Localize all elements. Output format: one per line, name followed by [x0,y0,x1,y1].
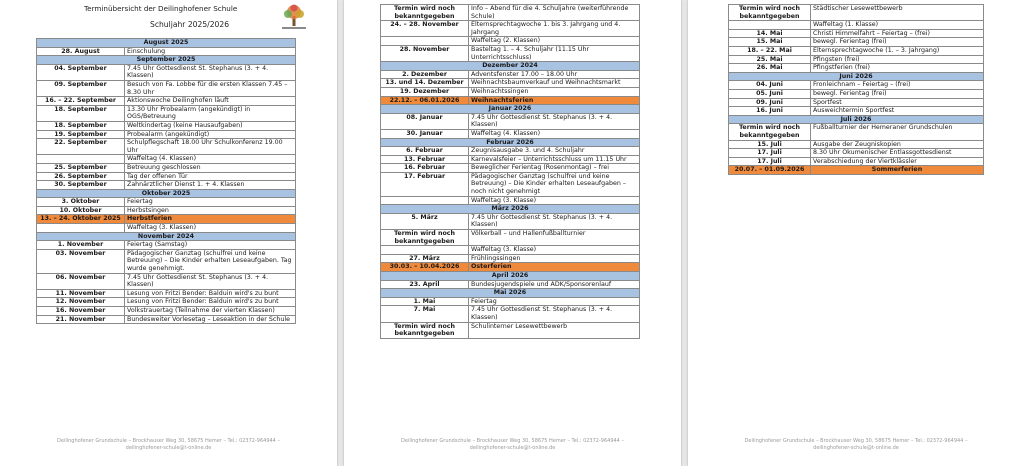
event-description: 7.45 Uhr Gottesdienst St. Stephanus (3. + 4. Klassen) [125,64,296,80]
footer-address: Deilinghofener Grundschule – Brockhauser Weg 30, 58675 Hemer – Tel.: 02372-964944 – [744,438,968,444]
event-description: Karnevalsfeier – Unterrichtsschluss um 11.15 Uhr [469,155,640,164]
event-description: Basteltag 1. – 4. Schuljahr (11.15 Uhr Unterrichtsschluss) [469,45,640,61]
event-date [37,224,125,233]
event-row [37,121,296,130]
event-date: 6. Februar [381,147,469,156]
event-description: Beweglicher Ferientag (Rosenmontag) – frei [469,164,640,173]
event-date: Termin wird noch bekanntgegeben [729,5,811,21]
event-row [729,107,984,116]
event-date: 30. September [37,181,125,190]
event-row [381,87,640,96]
event-description: Zahnärztlicher Dienst 1. + 4. Klassen [125,181,296,190]
event-date [729,21,811,30]
event-date: 16. – 22. September [37,97,125,106]
month-label: Juni 2026 [729,72,984,81]
event-date: 10. Oktober [37,206,125,215]
event-date: 25. September [37,163,125,172]
event-row [37,273,296,289]
event-row [729,64,984,73]
event-date [37,155,125,164]
event-row [381,254,640,263]
event-description: Frühlingssingen [469,254,640,263]
event-date: 11. November [37,289,125,298]
event-date [381,37,469,46]
page-footer [0,438,337,452]
event-row [381,172,640,196]
event-row [381,113,640,129]
event-description: 7.45 Uhr Gottesdienst St. Stephanus (3. + 4. Klassen) [125,273,296,289]
event-description: 13.30 Uhr Probealarm (angekündigt) in OGS/Betreuung [125,105,296,121]
event-description: Verabschiedung der Viertklässler [811,157,984,166]
month-header-row [37,189,296,198]
event-date: 26. Mai [729,64,811,73]
page-footer [344,438,681,452]
event-description: bewegl. Ferientag (frei) [811,89,984,98]
document-subtitle: Schuljahr 2025/2026 [150,20,230,29]
event-date: 14. Mai [729,29,811,38]
document-title: Terminübersicht der Deilinghofener Schule [84,4,238,13]
event-date: 17. Februar [381,172,469,196]
event-description: Weltkindertag (keine Hausaufgaben) [125,121,296,130]
event-row [381,164,640,173]
event-date: 17. Juli [729,149,811,158]
event-description: Feiertag (Samstag) [125,241,296,250]
event-date: 15. Mai [729,38,811,47]
event-date: Termin wird noch bekanntgegeben [729,124,811,140]
event-description: Info – Abend für die 4. Schuljahre (weiterführende Schule) [469,5,640,21]
event-row [729,5,984,21]
event-row [37,163,296,172]
event-row [37,172,296,181]
event-row [37,155,296,164]
page-3 [688,0,1024,466]
event-description: Herbstsingen [125,206,296,215]
event-date: 18. September [37,121,125,130]
event-description: Feiertag [125,198,296,207]
event-row [37,298,296,307]
event-description: Bundesweiter Vorlesetag – Leseaktion in der Schule [125,315,296,324]
event-date [381,246,469,255]
event-date: Termin wird noch bekanntgegeben [381,5,469,21]
event-row [37,307,296,316]
event-row [37,47,296,56]
event-description: Elternsprechtagwoche (1. – 3. Jahrgang) [811,46,984,55]
event-row [729,38,984,47]
month-header-row [381,205,640,214]
month-header-row [729,72,984,81]
event-date: 13. Februar [381,155,469,164]
event-description: Sportfest [811,98,984,107]
event-row [729,157,984,166]
event-description: Adventsfenster 17.00 – 18.00 Uhr [469,70,640,79]
event-description: Pfingsten (frei) [811,55,984,64]
event-description: Sommerferien [811,166,984,175]
month-label: April 2026 [381,272,640,281]
footer-address: Deilinghofener Grundschule – Brockhauser Weg 30, 58675 Hemer – Tel.: 02372-964944 – [57,438,280,444]
event-description: Bundesjugendspiele und ADK/Sponsorenlauf [469,280,640,289]
holiday-row [37,215,296,224]
event-row [381,79,640,88]
schedule-table-page-2 [380,4,640,339]
event-row [37,315,296,324]
event-date: 30.03. – 10.04.2026 [381,263,469,272]
footer-email: deilinghofener-schule@t-online.de [125,445,212,451]
event-date: 21. November [37,315,125,324]
event-date: 20.07. – 01.09.2026 [729,166,811,175]
event-description: Zeugnisausgabe 3. und 4. Schuljahr [469,147,640,156]
event-date: 5. März [381,213,469,229]
event-description: Weihnachtsbaumverkauf und Weihnachtsmarkt [469,79,640,88]
event-date: 7. Mai [381,306,469,322]
event-row [37,181,296,190]
event-date: 12. November [37,298,125,307]
event-description: Schulpflegschaft 18.00 Uhr Schulkonferenz 19.00 Uhr [125,139,296,155]
event-date: 30. Januar [381,129,469,138]
event-date: 2. Dezember [381,70,469,79]
event-row [37,198,296,207]
month-label: August 2025 [37,39,296,48]
event-date: 09. Juni [729,98,811,107]
page-2 [344,0,681,466]
month-header-row [381,289,640,298]
event-date: Termin wird noch bekanntgegeben [381,322,469,338]
event-date [381,196,469,205]
event-row [381,280,640,289]
event-date: 3. Oktober [37,198,125,207]
event-description: Christi Himmelfahrt – Feiertag – (frei) [811,29,984,38]
event-description: Weihnachtssingen [469,87,640,96]
event-description: Waffeltag (2. Klassen) [469,37,640,46]
event-date: 13. – 24. Oktober 2025 [37,215,125,224]
holiday-row [381,263,640,272]
month-header-row [729,115,984,124]
event-date: 08. Januar [381,113,469,129]
event-row [37,139,296,155]
month-header-row [37,232,296,241]
event-description: Elternsprechtagwoche 1. bis 3. Jahrgang und 4. Jahrgang [469,21,640,37]
event-row [729,149,984,158]
event-date: 1. November [37,241,125,250]
event-date: 16. November [37,307,125,316]
month-header-row [381,138,640,147]
holiday-row [729,166,984,175]
event-row [381,306,640,322]
holiday-row [381,96,640,105]
event-description: Fußballturnier der Hemeraner Grundschulen [811,124,984,140]
event-row [381,70,640,79]
event-row [729,124,984,140]
event-row [381,322,640,338]
month-header-row [381,272,640,281]
event-description: 7.45 Uhr Gottesdienst St. Stephanus (3. + 4. Klassen) [469,306,640,322]
event-date: 19. September [37,130,125,139]
event-description: 8.30 Uhr Ökumenischer Entlassgottesdienst [811,149,984,158]
event-date: 13. und 14. Dezember [381,79,469,88]
event-description: Städtischer Lesewettbewerb [811,5,984,21]
footer-email: deilinghofener-schule@t-online.de [469,445,556,451]
event-row [37,80,296,96]
event-description: Pfingstferien (frei) [811,64,984,73]
event-row [37,130,296,139]
event-description: Schulinterner Lesewettbewerb [469,322,640,338]
event-description: Weihnachtsferien [469,96,640,105]
event-row [381,246,640,255]
month-label: Januar 2026 [381,105,640,114]
event-row [37,105,296,121]
month-label: März 2026 [381,205,640,214]
month-header-row [37,39,296,48]
event-date: 09. September [37,80,125,96]
event-row [729,46,984,55]
event-description: Volkstrauertag (Teilnahme der vierten Klassen) [125,307,296,316]
event-row [381,297,640,306]
event-date: 03. November [37,249,125,273]
event-row [381,196,640,205]
event-row [37,289,296,298]
page-1 [0,0,337,466]
event-row [729,55,984,64]
event-description: Lesung von Fritzi Bender: Balduin wird's zu bunt [125,289,296,298]
event-description: Pädagogischer Ganztag (schulfrei und keine Betreuung) – Die Kinder erhalten Leseaufgaben. Tag wurde genehmigt. [125,249,296,273]
event-date: 19. Dezember [381,87,469,96]
school-logo-tree-icon [276,2,312,32]
event-description: Pädagogischer Ganztag (schulfrei und keine Betreuung) – Die Kinder erhalten Leseaufgaben – noch nicht genehmigt [469,172,640,196]
event-row [37,206,296,215]
event-row [37,64,296,80]
event-date: 17. Juli [729,157,811,166]
event-description: Waffeltag (4. Klassen) [469,129,640,138]
schedule-table-page-3 [728,4,984,175]
event-row [381,21,640,37]
event-date: 28. August [37,47,125,56]
event-row [381,5,640,21]
event-row [729,29,984,38]
event-row [381,230,640,246]
event-description: Ausgabe der Zeugniskopien [811,140,984,149]
event-description: Waffeltag (1. Klasse) [811,21,984,30]
event-date: 16. Juni [729,107,811,116]
event-description: Feiertag [469,297,640,306]
event-date: 18. – 22. Mai [729,46,811,55]
event-row [37,97,296,106]
page-footer [688,438,1024,452]
event-date: 1. Mai [381,297,469,306]
event-row [381,147,640,156]
event-date: Termin wird noch bekanntgegeben [381,230,469,246]
event-row [729,140,984,149]
event-description: Tag der offenen Tür [125,172,296,181]
event-date: 24. – 28. November [381,21,469,37]
event-date: 16. Februar [381,164,469,173]
event-date: 22. September [37,139,125,155]
event-date: 04. Juni [729,81,811,90]
event-description: Osterferien [469,263,640,272]
month-label: Juli 2026 [729,115,984,124]
event-date: 27. März [381,254,469,263]
event-description: Besuch von Fa. Lobbe für die ersten Klassen 7.45 – 8.30 Uhr [125,80,296,96]
schedule-table-page-1 [36,38,296,324]
event-date: 18. September [37,105,125,121]
event-date: 05. Juni [729,89,811,98]
month-header-row [381,62,640,71]
event-description: Herbstferien [125,215,296,224]
event-date: 04. September [37,64,125,80]
event-row [37,249,296,273]
month-header-row [381,105,640,114]
event-description: Waffeltag (4. Klassen) [125,155,296,164]
event-description: Lesung von Fritzi Bender: Balduin wird's zu bunt [125,298,296,307]
event-row [37,241,296,250]
event-description: Ausweichtermin Sportfest [811,107,984,116]
month-label: Februar 2026 [381,138,640,147]
event-date: 23. April [381,280,469,289]
event-row [381,45,640,61]
event-description: bewegl. Ferientag (frei) [811,38,984,47]
event-description: Aktionswoche Deilinghofen läuft [125,97,296,106]
month-header-row [37,56,296,65]
event-description: 7.45 Uhr Gottesdienst St. Stephanus (3. + 4. Klassen) [469,113,640,129]
event-description: Völkerball – und Hallenfußballturnier [469,230,640,246]
month-label: Dezember 2024 [381,62,640,71]
event-description: Betreuung geschlossen [125,163,296,172]
event-row [381,213,640,229]
footer-email: deilinghofener-schule@t-online.de [813,445,899,451]
event-row [381,129,640,138]
event-date: 06. November [37,273,125,289]
event-description: Waffeltag (3. Klassen) [125,224,296,233]
event-date: 28. November [381,45,469,61]
month-label: September 2025 [37,56,296,65]
event-row [381,155,640,164]
footer-address: Deilinghofener Grundschule – Brockhauser Weg 30, 58675 Hemer – Tel.: 02372-964944 – [401,438,624,444]
month-label: Mai 2026 [381,289,640,298]
event-description: 7.45 Uhr Gottesdienst St. Stephanus (3. + 4. Klassen) [469,213,640,229]
event-row [729,81,984,90]
event-row [729,89,984,98]
event-date: 26. September [37,172,125,181]
event-row [381,37,640,46]
event-description: Waffeltag (3. Klasse) [469,196,640,205]
event-row [37,224,296,233]
event-date: 22.12. – 06.01.2026 [381,96,469,105]
event-description: Fronleichnam – Feiertag – (frei) [811,81,984,90]
event-description: Probealarm (angekündigt) [125,130,296,139]
month-label: Oktober 2025 [37,189,296,198]
event-row [729,98,984,107]
event-description: Einschulung [125,47,296,56]
event-description: Waffeltag (3. Klasse) [469,246,640,255]
event-date: 25. Mai [729,55,811,64]
event-date: 15. Juli [729,140,811,149]
month-label: November 2024 [37,232,296,241]
event-row [729,21,984,30]
